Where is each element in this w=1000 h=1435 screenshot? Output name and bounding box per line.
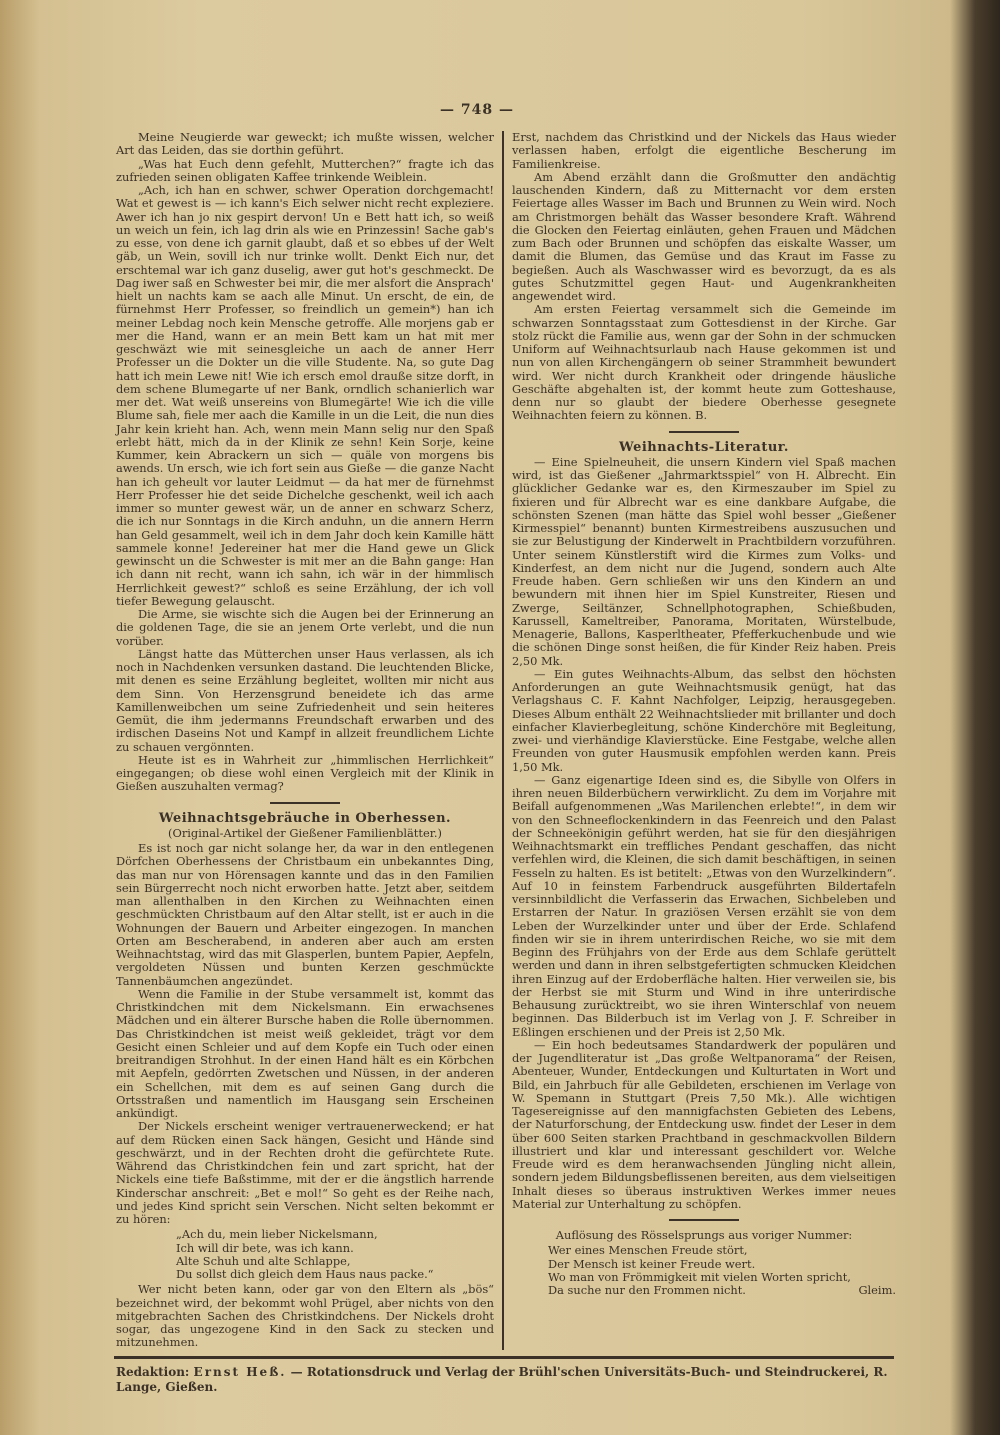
story-paragraph: Längst hatte das Mütterchen unser Haus verlassen, als ich noch in Nachdenken versunken dastand. Die leuchtenden Blicke, mit denen es seine Erzählung begleitet, wollten mir nicht aus dem Sinn. Von Herzensgrund beneidete ich das arme Kamillenweibchen um seine Zufriedenheit und sein heiteres Gemüt, die ihm jedermanns Freundschaft erwarben und des irdischen Daseins Not und Kampf in allzeit freundlichem Lichte zu schauen vergönnten.	[116, 646, 494, 754]
poem-line: Wer eines Menschen Freude stört,	[548, 1243, 748, 1258]
article-paragraph: Der Nickels erscheint weniger vertrauenerweckend; er hat auf dem Rücken einen Sack hängen, Gesicht und Hände sind geschwärzt, und in der Rechten droht die gefürchtete Rute. Während das Christkindchen fein und zart spricht, hat der Nickels eine tiefe Baßstimme, mit der er die ängstlich harrende Kinderschar anschreit: „Bet e mol!“ So geht es der Reihe nach, und jedes Kind spricht sein Verschen. Nicht selten bekommt er zu hören:	[116, 1119, 494, 1226]
article-paragraph: Am Abend erzählt dann die Großmutter den andächtig lauschenden Kindern, daß zu Mitternacht vor dem ersten Feiertage alles Wasser im Bach und Brunnen zu Wein wird. Noch am Christmorgen behält das Wasser besondere Kraft. Während die Glocken den Feiertag einläuten, gehen Frauen und Mädchen zum Bach oder Brunnen und schöpfen das eiskalte Wasser, um damit die Blumen, das Gemüse und das Kraut im Fasse zu begießen. Auch als Waschwasser wird es bevorzugt, da es als gutes Schutzmittel gegen Haut- und Augenkrankheiten angewendet wird.	[512, 169, 896, 303]
poem-line: „Ach du, mein lieber Nickelsmann,	[176, 1227, 378, 1242]
article-signature: B.	[695, 408, 708, 423]
section-divider	[669, 431, 739, 433]
story-paragraph: Meine Neugierde war geweckt; ich mußte wissen, welcher Art das Leiden, das sie dorthin geführt.	[116, 130, 494, 158]
poem-line: Alte Schuh und alte Schlappe,	[176, 1253, 351, 1268]
article-paragraph	[512, 303, 896, 422]
section-divider	[669, 1219, 739, 1221]
nickel-poem	[176, 1228, 494, 1281]
left-column	[116, 131, 502, 1350]
puzzle-title: Auflösung des Rösselsprungs aus voriger Nummer:	[555, 1228, 853, 1242]
review-paragraph: — Ein hoch bedeutsames Standardwerk der populären und der Jugendliteratur ist „Das große Weltpanorama“ der Reisen, Abenteuer, Wunder, Entdeckungen und Kulturtaten in Wort und Bild, ein Jahrbuch für alle Gebildeten, erschienen im Verlage von W. Spemann in Stuttgart (Preis 7,50 Mk.). Alle wichtigen Tagesereignisse auf den mannigfachsten Gebieten des Lebens, der Naturforschung, der Entdeckung usw. findet der Leser in dem über 600 Seiten starken Prachtband in geschmackvollen Bildern illustriert und klar und interessant geschildert vor. Welche Freude wird es dem heranwachsenden Jüngling nicht allein, sondern jedem Bildungsbeflissenen bereiten, aus dem vielseitigen Inhalt dieses so überaus instruktiven Werkes immer neues Material zur Unterhaltung zu schöpfen.	[512, 1037, 896, 1211]
article-text: Am ersten Feiertag versammelt sich die Gemeinde im schwarzen Sonntagsstaat zum Gottesdienst in der Kirche. Gar stolz rückt die Familie aus, wenn gar der Sohn in der schmucken Uniform auf Weihnachtsurlaub nach Hause gekommen ist und nun von allen Kirchengängern ob seiner Strammheit bewundert wird. Wer nicht durch Krankheit oder dringende häusliche Geschäfte abgehalten ist, der kommt heute zum Gotteshause, denn nur so glaubt der biedere Oberhesse gesegnete Weihnachten feiern zu können.	[512, 302, 896, 423]
poem-line	[548, 1284, 896, 1297]
imprint-editor: Ernst Heß.	[193, 1364, 287, 1379]
article-paragraph: Erst, nachdem das Christkind und der Nickels das Haus wieder verlassen haben, erfolgt die eigentliche Bescherung im Familienkreise.	[512, 130, 896, 171]
article-title: Weihnachtsgebräuche in Oberhessen.	[158, 810, 452, 826]
columns	[116, 131, 896, 1350]
puzzle-solution	[548, 1244, 896, 1297]
article-paragraph: Wer nicht beten kann, oder gar von den Eltern als „bös“ bezeichnet wird, der bekommt wohl Prügel, aber nichts von den mitgebrachten Sachen des Christkindchens. Der Nickels droht sogar, das ungezogene Kind in den Sack zu stecken und mitzunehmen.	[116, 1282, 494, 1350]
imprint	[116, 1365, 896, 1395]
poem-author: Gleim.	[858, 1283, 896, 1297]
story-paragraph: Heute ist es in Wahrheit zur „himmlischen Herrlichkeit“ eingegangen; ob diese wohl einen Vergleich mit der Klinik in Gießen auszuhalten vermag?	[116, 752, 494, 794]
poem-line-text: Da suche nur den Frommen nicht.	[548, 1283, 746, 1297]
section-divider	[270, 802, 340, 804]
poem-line: Du sollst dich gleich dem Haus naus packe.“	[176, 1267, 434, 1281]
review-paragraph: — Eine Spielneuheit, die unsern Kindern viel Spaß machen wird, ist das Gießener „Jahrmarktsspiel“ von H. Albrecht. Ein glücklicher Gedanke war es, den Kirmeszauber im Spiel zu fixieren und für Albrecht war es eine dankbare Aufgabe, die schönsten Szenen (man hätte das Spiel wohl besser „Gießener Kirmesspiel“ benannt) bunten Kirmestreibens auszusuchen und sie zur Belustigung der Kinderwelt in Prachtbildern vorzuführen. Unter seinem Künstlerstift wird die Kirmes zum Volks- und Kinderfest, an dem nicht nur die Jugend, sondern auch Alte Freude haben. Gern schließen wir uns den Kindern an und bewundern mit ihnen hier im Spiel Kunstreiter, Riesen und Zwerge, Seiltänzer, Schnellphotographen, Schießbuden, Karussell, Kameltreiber, Panorama, Moritaten, Würstelbude, Menagerie, Ballons, Kasperltheater, Pfefferkuchenbude und wie die schönen Dinge sonst heißen, die für Kinder Reiz haben. Preis 2,50 Mk.	[512, 454, 896, 668]
imprint-label: Redaktion:	[116, 1364, 190, 1379]
poem-line: Ich will dir bete, was ich kann.	[176, 1240, 354, 1255]
poem-line: Der Mensch ist keiner Freude wert.	[548, 1256, 756, 1271]
right-column	[502, 131, 896, 1350]
article-paragraph: Wenn die Familie in der Stube versammelt ist, kommt das Christkindchen mit dem Nickelsmann. Ein erwachsenes Mädchen und ein älterer Bursche haben die Rolle übernommen. Das Christkindchen ist meist weiß gekleidet, trägt vor dem Gesicht einen Schleier und auf dem Kopfe ein Tuch oder einen breitrandigen Strohhut. In der einen Hand hält es ein Körbchen mit Aepfeln, gedörrten Zwetschen und Nüssen, in der anderen ein Schellchen, mit dem es auf seinen Gang durch die Ortsstraßen und namentlich im Hausgang sein Erscheinen ankündigt.	[116, 986, 494, 1120]
story-paragraph: „Ach, ich han en schwer, schwer Operation dorchgemacht! Wat et gewest is — ich kann's Eich selwer nicht recht explezierе. Awer ich han jo nix gespirt dervon! Un e Bett hatt ich, so weiß un weich un fein, ich lag drin als wie en Prinzessin! Sache gab's zu esse, von dene ich garnit glaubt, daß et so ebbes uf der Welt gäb, un Wein, sovill ich nur trinke wollt. Denkt Eich nur, det erschtemal war ich ganz duselig, awer gut hot's geschmeckt. De Dag iwer saß en Schwester bei mir, die mer alsfort die Ansprach' hielt un nachts kam se aach alle Minut. Un erscht, de ein, de fürnehmst Herr Professer, so freindlich un gemein*) han ich meiner Lebdag noch kein Mensche getroffe. Alle morjens gab er mer die Hand, wann er an mein Bett kam un hat mit mer geschwäzt wie mit seinesgleiche un aach de anner Herr Professer un die Dokter un die ville Studente. Na, so gute Dag hatt ich mein Lewe nit! Wie ich ersch emol drauße sitze dorft, in dem schene Blumegarte uf ner Bank, orndlich schanierlich war mer det. Wat weiß unsereins von Blumegärte! Wie ich die ville Blume sah, fiele mer aach die Kamille in un die Leit, die nun dies Jahr kein krieht han. Ach, wenn mein Mann selig nur den Spaß erlebt hätt, mich da in der Klinik ze sehn! Kein Sorje, keine Kummer, kein Abrackern un sich — quäle von morgens bis awends. Un ersch, wie ich fort sein aus Gieße — die ganze Nacht han ich geheult vor lauter Leidmut — da hat mer de fürnehmst Herr Professer hie det seide Dichelche geschenkt, weil ich aach immer so munter gewest wär, un de anner en schwarz Scherz, die ich nur Sonntags in die Kirch anduhn, un die annern Herrn han Geld gesammelt, weil ich in dem Jahr doch kein Kamille hätt sammele konne! Jedereiner hat mer die Hand gewe un Glick gewinscht un die Schwester is mit mer an die Bahn gange: Han ich dann nit recht, wann ich sahn, ich wär in der himmlisch Herrlichkeit gewest?“ schloß es seine Erzählung, der ich voll tiefer Bewegung gelauscht.	[116, 183, 494, 608]
imprint-publisher: — Rotationsdruck und Verlag der Brühl'schen Universitäts-Buch- und Steindruckerei, R. Lange, Gießen.	[116, 1364, 888, 1394]
article-subtitle: (Original-Artikel der Gießener Familienblätter.)	[168, 825, 442, 840]
page-number: — 748 —	[440, 102, 514, 118]
story-paragraph: Die Arme, sie wischte sich die Augen bei der Erinnerung an die goldenen Tage, die sie an jenem Orte verlebt, und die nun vorüber.	[116, 607, 494, 648]
footer-rule	[114, 1356, 894, 1359]
review-paragraph: — Ein gutes Weihnachts-Album, das selbst den höchsten Anforderungen an gute Weihnachtsmusik genügt, hat das Verlagshaus C. F. Kahnt Nachfolger, Leipzig, herausgegeben. Dieses Album enthält 22 Weihnachtslieder mit brillanter und doch einfacher Klavierbegleitung, schöne Kinderchöre mit Begleitung, zwei- und vierhändige Klavierstücke. Eine Festgabe, welche allen Freunden von guter Hausmusik empfohlen werden kann. Preis 1,50 Mk.	[512, 666, 896, 774]
story-paragraph: „Was hat Euch denn gefehlt, Mutterchen?“ fragte ich das zufrieden seinen obligaten Kaffee trinkende Weiblein.	[116, 156, 494, 184]
review-paragraph: — Ganz eigenartige Ideen sind es, die Sibylle von Olfers in ihren neuen Bilderbüchern verwirklicht. Zu dem im Vorjahre mit Beifall aufgenommenen „Was Marilenchen erlebte!“, in dem wir von den Schneeflockenkindern in das Feenreich und den Palast der Schneekönigin geführt werden, hat sie für den diesjährigen Weihnachtsmarkt ein treffliches Pendant geschaffen, das nicht verfehlen wird, die Kleinen, die sich damit beschäftigen, in seinen Fesseln zu halten. Es ist betitelt: „Etwas von den Wurzelkindern“. Auf 10 in feinstem Farbendruck ausgeführten Bildertafeln versinnbildlicht die Verfasserin das Erwachen, Sichbeleben und Erstarren der Natur. In graziösen Versen erzählt sie von dem Leben der Wurzelkinder unter und über der Erde. Schlafend finden wir sie in ihrem unterirdischen Reiche, wo sie mit dem Beginn des Frühjahrs von der Erde aus dem Schlafe gerüttelt werden und dann in ihren selbstgefertigten schmucken Kleidchen ihren Einzug auf der Erdoberfläche halten. Hier verweilen sie, bis der Herbst sie mit Sturm und Wind in ihre unterirdische Behausung zurücktreibt, wo sie ihren Winterschlaf von neuem beginnen. Das Bilderbuch ist im Verlag von J. F. Schreiber in Eßlingen erschienen und der Preis ist 2,50 Mk.	[512, 772, 896, 1039]
poem-line: Wo man von Frömmigkeit mit vielen Worten spricht,	[548, 1269, 851, 1284]
article-paragraph: Es ist noch gar nicht solange her, da war in den entlegenen Dörfchen Oberhessens der Christbaum ein unbekanntes Ding, das man nur von Hörensagen kannte und das in den Familien sein Bürgerrecht noch nicht erworben hatte. Jetzt aber, seitdem man allenthalben in den Kirchen zu Weihnachten einen geschmückten Christbaum auf den Altar stellt, ist er auch in die Wohnungen der Bauern und Arbeiter eingezogen. In manchen Orten am Bescherabend, in anderen aber auch am ersten Weihnachtstag, wird das mit Glasperlen, buntem Papier, Aepfeln, vergoldeten Nüssen und bunten Kerzen geschmückte Tannenbäumchen angezündet.	[116, 841, 494, 988]
literature-title: Weihnachts-Literatur.	[619, 439, 789, 455]
